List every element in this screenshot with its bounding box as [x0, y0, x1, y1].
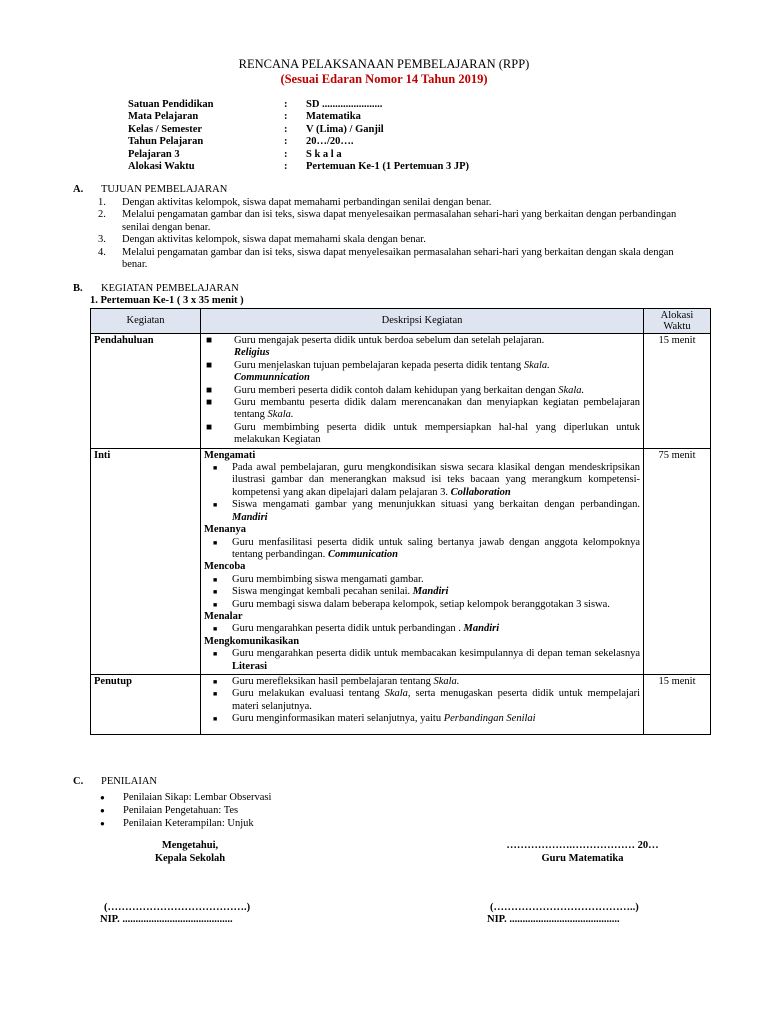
character-tag: Mandiri [463, 623, 500, 635]
list-text: Melalui pengamatan gambar dan isi teks, siswa dapat menyelesaikan permasalahan sehari-hari yang berkaitan dengan perbandingan senilai dengan benar. [122, 209, 677, 233]
assessment-list [98, 791, 271, 830]
item-text: Guru membagi siswa dalam beberapa kelompok, setiap kelompok beranggotakan 3 siswa. [232, 598, 610, 610]
item-text: Pada awal pembelajaran, guru mengkondisikan siswa secara klasikal dengan mendeskripsikan ilustrasi gambar dan menerangkan maksud isi teks bacaan yang merangkum kompetensi-kompetensi yang akan dipelajari dalam pelajaran 3. [232, 462, 640, 498]
item-emphasis: Skala. [433, 675, 460, 687]
item-text: Guru mengarahkan peserta didik untuk membacakan kesimpulannya di depan teman sekelasnya [232, 648, 640, 660]
character-tag: Communnication [234, 372, 310, 384]
info-colon: : [284, 136, 288, 148]
info-colon: : [284, 111, 288, 123]
section-a-title: TUJUAN PEMBELAJARAN [101, 184, 228, 195]
signature-left-line1: Mengetahui, [161, 840, 219, 851]
info-row [128, 111, 469, 123]
item-emphasis: Skala. [558, 384, 585, 396]
info-key: Kelas / Semester [128, 123, 203, 135]
row-label: Inti [91, 448, 201, 674]
square-bullet-icon: ■ [206, 421, 213, 433]
header-deskripsi: Deskripsi Kegiatan [201, 309, 644, 334]
list-item [204, 586, 640, 598]
info-row [128, 161, 469, 173]
list-number: 1. [98, 197, 106, 208]
info-key: Pelajaran 3 [128, 148, 180, 160]
list-item [98, 209, 678, 234]
document-title: RENCANA PELAKSANAAN PEMBELAJARAN (RPP) [238, 57, 530, 71]
section-a-letter: A. [73, 184, 84, 195]
small-square-bullet-icon: ■ [213, 501, 218, 510]
assessment-block [98, 789, 271, 830]
list-item [204, 499, 640, 524]
list-item [204, 623, 640, 635]
square-bullet-icon: ■ [206, 384, 213, 396]
list-item [98, 247, 678, 272]
list-item [204, 335, 640, 360]
subheading-mengamati: Mengamati [204, 449, 256, 461]
info-colon: : [284, 161, 288, 173]
list-number: 2. [98, 209, 106, 221]
small-square-bullet-icon: ■ [213, 464, 218, 473]
table-header-row [91, 309, 711, 334]
list-item [204, 397, 640, 422]
info-colon: : [284, 123, 288, 135]
info-value: Matematika [306, 111, 361, 123]
signature-right-name: (…………………………………..) [490, 902, 639, 913]
character-tag: Communication [327, 548, 398, 560]
character-tag: Literasi [232, 660, 267, 672]
list-item [98, 791, 271, 804]
list-text: Dengan aktivitas kelompok, siswa dapat memahami skala dengan benar. [122, 234, 426, 246]
info-value: 20…/20…. [306, 136, 354, 148]
list-item [98, 804, 271, 817]
signature-right-line1: ……………….……………… 20… [506, 840, 659, 851]
list-item [98, 197, 678, 209]
activity-table [90, 308, 711, 735]
item-text: Guru membantu peserta didik dalam merencanakan dan menyiapkan kegiatan pembelajaran tentang [234, 397, 640, 421]
info-colon: : [284, 148, 288, 160]
list-item [98, 817, 271, 830]
list-text: Melalui pengamatan gambar dan isi teks, siswa dapat menyelesaikan permasalahan sehari-hari yang berkaitan dengan skala dengan benar. [122, 246, 674, 271]
list-item [204, 676, 640, 688]
row-time: 15 menit [644, 674, 711, 734]
list-item [204, 688, 640, 713]
activity-list [204, 462, 640, 524]
item-text: Guru membimbing peserta didik untuk mempersiapkan hal-hal yang diperlukan untuk melakukan Kegiatan [234, 421, 640, 446]
bullet-icon: ● [100, 806, 105, 815]
small-square-bullet-icon: ■ [213, 677, 218, 686]
subheading-mencoba: Mencoba [204, 561, 246, 573]
list-item [204, 648, 640, 673]
info-colon: : [284, 99, 288, 110]
list-item [98, 234, 678, 246]
section-b-title: KEGIATAN PEMBELAJARAN [101, 283, 239, 294]
row-label: Penutup [91, 674, 201, 734]
info-value: Pertemuan Ke-1 (1 Pertemuan 3 JP) [306, 161, 469, 173]
activity-list [204, 623, 640, 635]
list-item [204, 360, 640, 385]
item-text: Guru melakukan evaluasi tentang [232, 688, 380, 700]
info-value: SD ....................... [306, 99, 383, 110]
row-description [201, 674, 644, 734]
item-emphasis: Perbandingan Senilai [443, 713, 536, 725]
table-row-inti [91, 448, 711, 674]
list-item [204, 422, 640, 447]
bullet-icon: ● [100, 793, 105, 802]
table-row-penutup [91, 674, 711, 734]
subheading-mengkomunikasikan: Mengkomunikasikan [204, 635, 300, 647]
list-item [204, 462, 640, 499]
activity-list [204, 574, 640, 611]
item-text: Guru memberi peserta didik contoh dalam kehidupan yang berkaitan dengan [234, 384, 556, 396]
section-c-heading [73, 776, 157, 788]
character-tag: Religius [234, 347, 270, 359]
signature-right-line2: Guru Matematika [541, 853, 624, 864]
small-square-bullet-icon: ■ [213, 650, 218, 659]
info-value: V (Lima) / Ganjil [306, 123, 384, 135]
item-emphasis: Skala. [523, 359, 550, 371]
row-label: Pendahuluan [91, 334, 201, 449]
section-b-heading [73, 283, 239, 295]
section-c-title: PENILAIAN [101, 776, 157, 787]
activity-list [204, 676, 640, 726]
item-text: Penilaian Keterampilan: Unjuk [123, 818, 254, 829]
item-text: Guru mengajak peserta didik untuk berdoa sebelum dan setelah pelajaran. [234, 335, 545, 346]
list-item [204, 537, 640, 562]
item-text: Guru mengarahkan peserta didik untuk perbandingan . [232, 623, 461, 635]
subheading-menalar: Menalar [204, 610, 243, 622]
item-text: Siswa mengingat kembali pecahan senilai. [232, 586, 411, 598]
character-tag: Mandiri [412, 586, 449, 598]
info-row [128, 99, 469, 111]
signature-left-line2: Kepala Sekolah [154, 853, 226, 864]
subheading-menanya: Menanya [204, 524, 246, 536]
objectives-list [98, 197, 678, 271]
small-square-bullet-icon: ■ [213, 600, 218, 609]
section-b-letter: B. [73, 283, 83, 294]
row-description [201, 334, 644, 449]
small-square-bullet-icon: ■ [213, 538, 218, 547]
list-item [204, 574, 640, 586]
row-description [201, 448, 644, 674]
list-item [204, 385, 640, 397]
square-bullet-icon: ■ [206, 397, 213, 409]
item-text: Guru menjelaskan tujuan pembelajaran kepada peserta didik tentang [234, 359, 522, 371]
info-row [128, 124, 469, 136]
info-key: Alokasi Waktu [128, 161, 195, 173]
small-square-bullet-icon: ■ [213, 690, 218, 699]
activity-list [204, 648, 640, 673]
list-text: Dengan aktivitas kelompok, siswa dapat memahami perbandingan senilai dengan benar. [122, 197, 492, 208]
list-number: 3. [98, 234, 106, 246]
item-text: Penilaian Pengetahuan: Tes [123, 805, 239, 816]
section-c-letter: C. [73, 776, 84, 787]
item-emphasis: Skala, [384, 688, 411, 700]
square-bullet-icon: ■ [206, 335, 213, 346]
identity-table [128, 99, 469, 173]
item-text: Guru menfasilitasi peserta didik untuk saling bertanya jawab dengan anggota kelompoknya tentang perbandingan. [232, 536, 640, 560]
small-square-bullet-icon: ■ [213, 715, 218, 724]
item-text: Guru membimbing siswa mengamati gambar. [232, 573, 424, 585]
small-square-bullet-icon: ■ [213, 625, 218, 634]
header-kegiatan: Kegiatan [91, 309, 201, 334]
table-row-pendahuluan [91, 334, 711, 449]
character-tag: Collaboration [450, 486, 511, 498]
header-alokasi: Alokasi Waktu [644, 309, 711, 334]
info-key: Tahun Pelajaran [128, 136, 204, 148]
item-text-continued: serta menugaskan peserta didik untuk mempelajari materi selanjutnya. [232, 688, 641, 712]
list-item [204, 713, 640, 725]
item-text: Guru menginformasikan materi selanjutnya, yaitu [232, 713, 442, 725]
info-row [128, 149, 469, 161]
signature-left-nip: NIP. .......................................... [100, 914, 233, 925]
square-bullet-icon: ■ [206, 359, 213, 371]
item-text: Guru merefleksikan hasil pembelajaran tentang [232, 675, 431, 687]
document-subtitle: (Sesuai Edaran Nomor 14 Tahun 2019) [280, 72, 488, 86]
bullet-icon: ● [100, 819, 105, 828]
item-emphasis: Skala. [267, 409, 294, 421]
info-key: Mata Pelajaran [128, 111, 199, 123]
small-square-bullet-icon: ■ [213, 575, 218, 584]
small-square-bullet-icon: ■ [213, 588, 218, 597]
character-tag: Mandiri [232, 511, 268, 523]
row-time: 15 menit [644, 334, 711, 449]
list-number: 4. [98, 246, 106, 258]
activity-list [204, 335, 640, 447]
meeting-label: 1. Pertemuan Ke-1 ( 3 x 35 menit ) [90, 295, 244, 306]
row-time: 75 menit [644, 448, 711, 674]
signature-right-nip: NIP. .......................................... [487, 914, 620, 925]
section-a-heading [73, 184, 227, 196]
activity-list [204, 537, 640, 562]
info-key: Satuan Pendidikan [128, 99, 214, 110]
item-text: Siswa mengamati gambar yang menunjukkan situasi yang berkaitan dengan perbandingan. [232, 499, 640, 511]
list-item [204, 599, 640, 611]
info-value: S k a l a [306, 148, 342, 160]
item-text: Penilaian Sikap: Lembar Observasi [123, 792, 272, 803]
signature-left-name: (………………………………….) [104, 902, 251, 913]
info-row [128, 136, 469, 148]
